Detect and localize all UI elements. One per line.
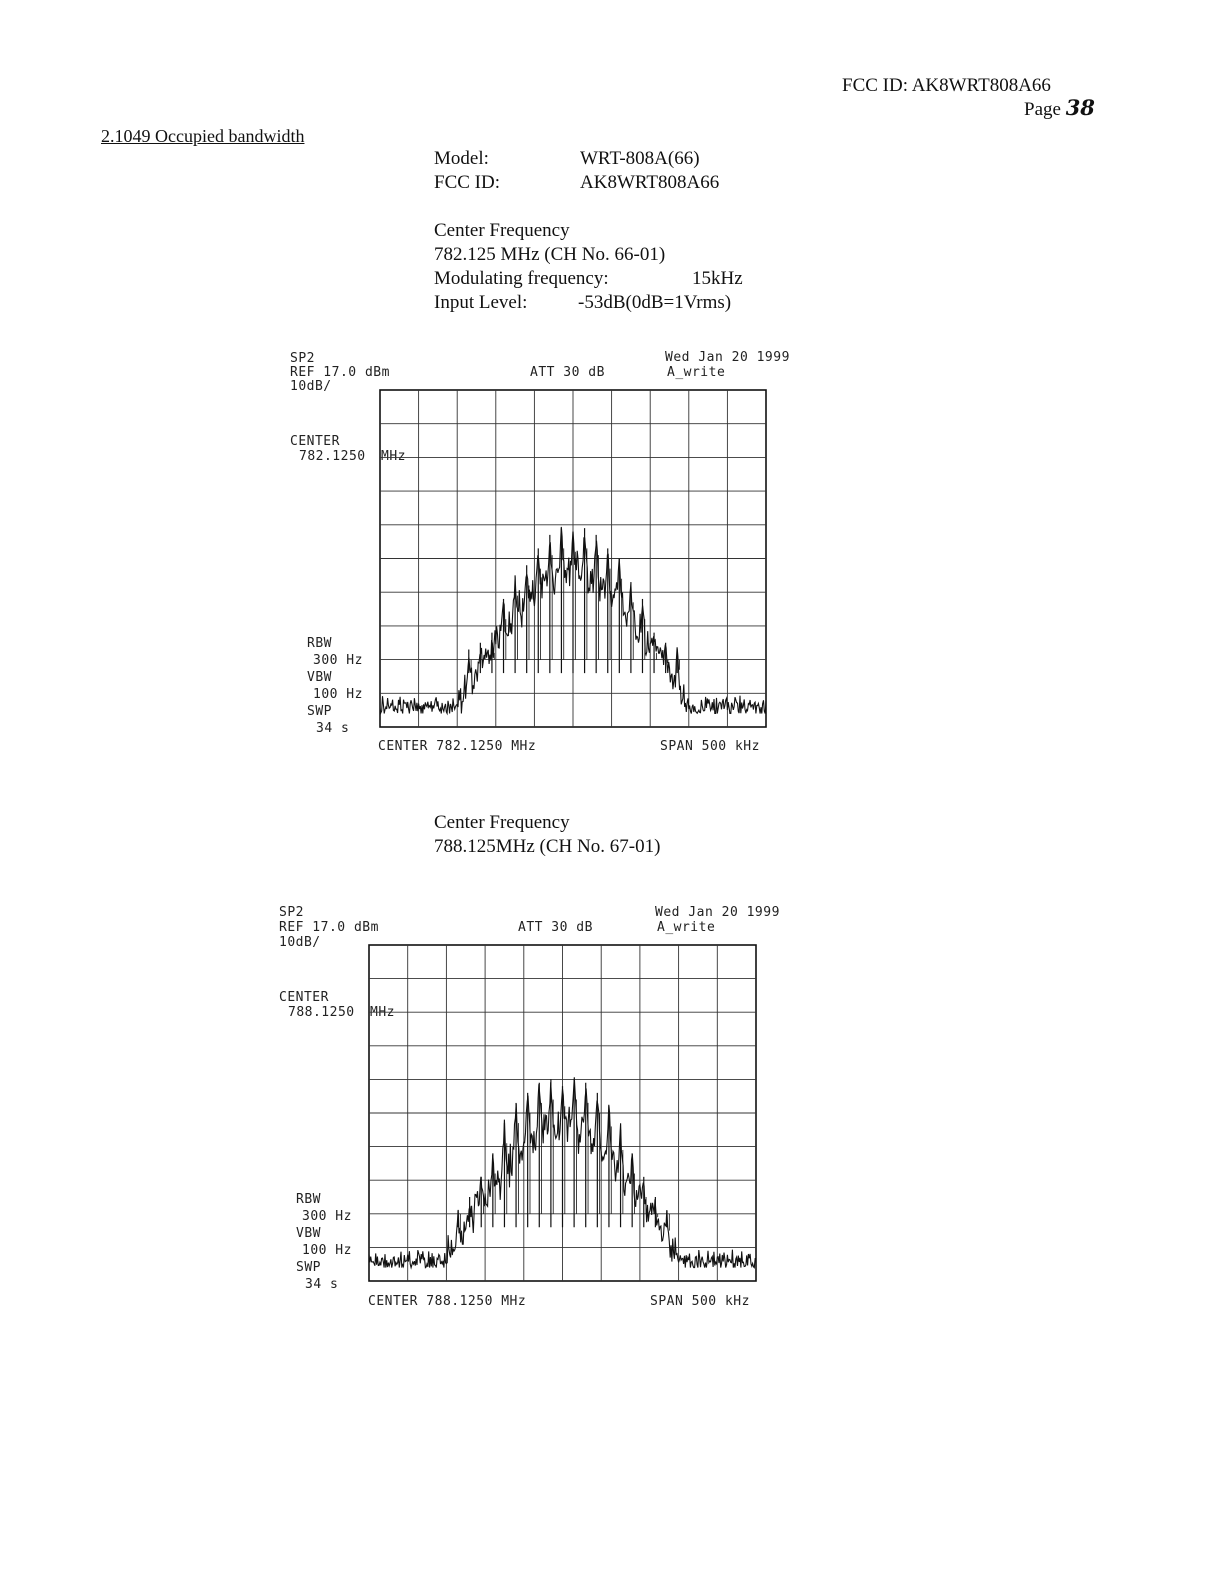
- plot2-center-unit: MHz: [370, 1005, 395, 1020]
- plot1-center-unit: MHz: [381, 449, 406, 464]
- model-label: Model:: [434, 148, 489, 169]
- plot2-center-label: CENTER: [279, 990, 329, 1005]
- plot2-bottom-center: CENTER 788.1250 MHz: [368, 1294, 527, 1309]
- plot1-sp-label: SP2: [290, 351, 315, 366]
- plot2-sp-label: SP2: [279, 905, 304, 920]
- plot1-rbw-value: 300 Hz: [313, 653, 363, 668]
- plot2-vbw-value: 100 Hz: [302, 1243, 352, 1258]
- plot2-spectrum-svg: [369, 945, 756, 1281]
- plot1-vbw-label: VBW: [307, 670, 332, 685]
- plot1-vbw-value: 100 Hz: [313, 687, 363, 702]
- fcc-id-value: AK8WRT808A66: [580, 172, 720, 193]
- input-level-label: Input Level:: [434, 292, 528, 313]
- plot1-ref-label: REF 17.0 dBm: [290, 365, 390, 380]
- page-label: Page: [1024, 99, 1061, 120]
- plot1-date-label: Wed Jan 20 1999: [665, 350, 790, 365]
- plot2-att-label: ATT 30 dB: [518, 920, 593, 935]
- center-frequency-value-2: 788.125MHz (CH No. 67-01): [434, 836, 661, 857]
- plot1-spectrum-svg: [380, 390, 766, 727]
- fcc-id-header-text: FCC ID: AK8WRT808A66: [842, 75, 1051, 96]
- plot2-date-label: Wed Jan 20 1999: [655, 905, 780, 920]
- plot1-rbw-label: RBW: [307, 636, 332, 651]
- plot2-ref-label: REF 17.0 dBm: [279, 920, 379, 935]
- center-frequency-value-1: 782.125 MHz (CH No. 66-01): [434, 244, 666, 265]
- modulating-frequency-label: Modulating frequency:: [434, 268, 609, 289]
- plot1-trace-label: A_write: [667, 365, 726, 380]
- page-number-header: [1024, 96, 1095, 122]
- plot2-center-value: 788.1250: [288, 1005, 355, 1020]
- plot2-swp-label: SWP: [296, 1260, 321, 1275]
- input-level-value: -53dB(0dB=1Vrms): [578, 292, 732, 313]
- page-number: 38: [1065, 95, 1095, 120]
- fcc-id-label: FCC ID:: [434, 172, 500, 193]
- model-value: WRT-808A(66): [580, 148, 700, 169]
- fcc-id-header: [842, 74, 1051, 98]
- plot2-bottom-span: SPAN 500 kHz: [650, 1294, 750, 1309]
- plot1-swp-label: SWP: [307, 704, 332, 719]
- plot2-scale-label: 10dB/: [279, 935, 321, 950]
- modulating-frequency-value: 15kHz: [692, 268, 743, 289]
- plot2-rbw-label: RBW: [296, 1192, 321, 1207]
- center-frequency-title-1: Center Frequency: [434, 220, 570, 241]
- plot1-center-value: 782.1250: [299, 449, 366, 464]
- plot1-bottom-center: CENTER 782.1250 MHz: [378, 739, 537, 754]
- plot2-rbw-value: 300 Hz: [302, 1209, 352, 1224]
- plot1-center-label: CENTER: [290, 434, 340, 449]
- plot2-trace-label: A_write: [657, 920, 716, 935]
- plot1-scale-label: 10dB/: [290, 379, 332, 394]
- section-title: 2.1049 Occupied bandwidth: [101, 126, 305, 146]
- plot2-swp-value: 34 s: [305, 1277, 339, 1292]
- plot1-swp-value: 34 s: [316, 721, 350, 736]
- center-frequency-title-2: Center Frequency: [434, 812, 570, 833]
- plot1-bottom-span: SPAN 500 kHz: [660, 739, 760, 754]
- plot2-vbw-label: VBW: [296, 1226, 321, 1241]
- plot1-att-label: ATT 30 dB: [530, 365, 605, 380]
